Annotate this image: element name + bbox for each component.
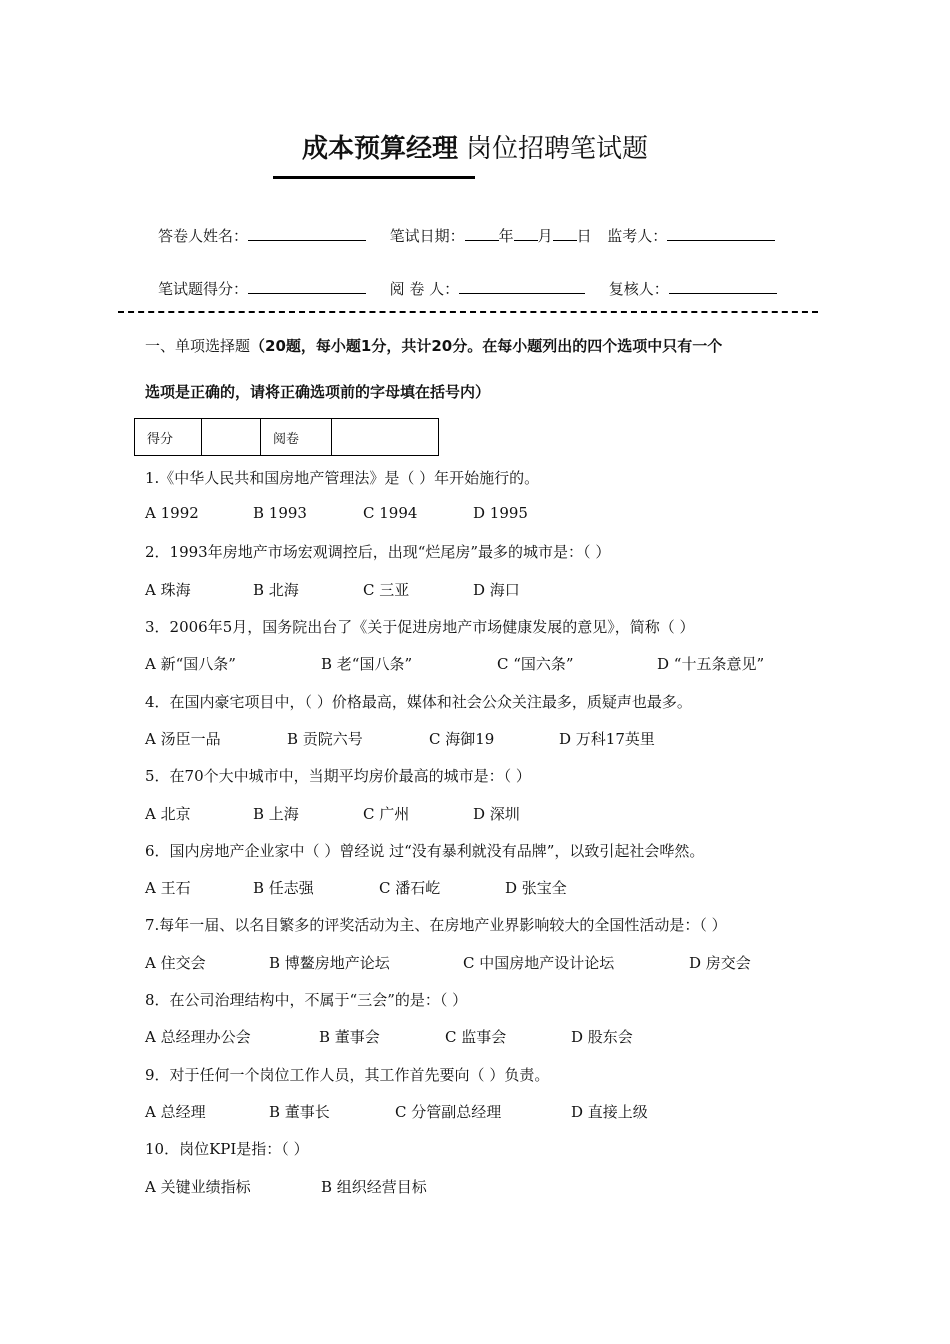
header-fields-row-2	[158, 277, 777, 299]
option-d[interactable]: D 股东会	[571, 1028, 633, 1046]
year-label: 年	[498, 227, 514, 245]
question-8: 8．在公司治理结构中，不属于“三会”的是：（ ）	[145, 991, 468, 1009]
title-position: 成本预算经理	[301, 134, 458, 164]
option-d[interactable]: D “十五条意见”	[657, 655, 765, 673]
option-d[interactable]: D 万科17英里	[559, 730, 655, 748]
question-6: 6．国内房地产企业家中（ ）曾经说 过“没有暴利就没有品牌”，以致引起社会哗然。	[145, 842, 705, 860]
proctor-field[interactable]	[667, 224, 775, 241]
proctor-label: 监考人：	[607, 227, 668, 245]
page-title	[0, 128, 950, 165]
option-d[interactable]: D 张宝全	[505, 879, 567, 897]
year-field[interactable]	[465, 224, 499, 241]
question-9: 9．对于任何一个岗位工作人员，其工作首先要向（ ）负责。	[145, 1066, 550, 1084]
option-a[interactable]: A 住交会	[145, 954, 206, 972]
question-5: 5．在70个大中城市中，当期平均房价最高的城市是：（ ）	[145, 767, 531, 785]
reviewer-field[interactable]	[459, 277, 585, 294]
score-field[interactable]	[248, 277, 366, 294]
option-c[interactable]: C 分管副总经理	[395, 1103, 502, 1121]
checker-label: 复核人：	[608, 280, 669, 298]
option-a[interactable]: A 1992	[145, 504, 199, 522]
name-field[interactable]	[248, 224, 366, 241]
option-c[interactable]: C 潘石屹	[379, 879, 441, 897]
grader-cell-label: 阅卷	[261, 419, 332, 456]
option-c[interactable]: C 三亚	[363, 581, 410, 599]
day-field[interactable]	[553, 224, 577, 241]
option-b[interactable]: B 任志强	[253, 879, 314, 897]
section-prefix: 一、单项选择题	[145, 337, 251, 355]
option-b[interactable]: B 组织经营目标	[321, 1178, 427, 1196]
question-1: 1.《中华人民共和国房地产管理法》是（ ）年开始施行的。	[145, 469, 540, 487]
option-b[interactable]: B 上海	[253, 805, 299, 823]
options-3	[145, 653, 764, 674]
option-c[interactable]: C 中国房地产设计论坛	[463, 954, 615, 972]
options-4	[145, 728, 655, 749]
option-d[interactable]: D 房交会	[689, 954, 751, 972]
option-b[interactable]: B 博鳌房地产论坛	[269, 954, 390, 972]
score-table	[134, 418, 439, 456]
score-cell-label: 得分	[135, 419, 202, 456]
day-label: 日	[576, 227, 592, 245]
month-field[interactable]	[514, 224, 538, 241]
option-d[interactable]: D 深圳	[473, 805, 520, 823]
option-a[interactable]: A 关键业绩指标	[145, 1178, 251, 1196]
section-instructions-2: 选项是正确的，请将正确选项前的字母填在括号内）	[145, 383, 491, 401]
title-underline	[273, 176, 475, 179]
options-9	[145, 1101, 648, 1122]
divider-dashed	[118, 311, 818, 313]
option-a[interactable]: A 新“国八条”	[145, 655, 236, 673]
option-b[interactable]: B 董事长	[269, 1103, 330, 1121]
title-subtitle: 岗位招聘笔试题	[466, 134, 649, 164]
option-b[interactable]: B 贡院六号	[287, 730, 363, 748]
option-c[interactable]: C 1994	[363, 504, 418, 522]
question-4: 4．在国内豪宅项目中，（ ）价格最高，媒体和社会公众关注最多，质疑声也最多。	[145, 693, 692, 711]
option-c[interactable]: C 广州	[363, 805, 410, 823]
options-7	[145, 952, 751, 973]
question-3: 3．2006年5月，国务院出台了《关于促进房地产市场健康发展的意见》，简称（ ）	[145, 618, 695, 636]
reviewer-label: 阅 卷 人：	[389, 280, 460, 298]
score-cell-value[interactable]	[202, 419, 261, 456]
option-a[interactable]: A 珠海	[145, 581, 191, 599]
option-d[interactable]: D 1995	[473, 504, 528, 522]
option-c[interactable]: C 监事会	[445, 1028, 507, 1046]
date-label: 笔试日期：	[389, 227, 465, 245]
grader-cell-value[interactable]	[332, 419, 439, 456]
checker-field[interactable]	[669, 277, 777, 294]
question-10: 10．岗位KPI是指：（ ）	[145, 1140, 309, 1158]
month-label: 月	[537, 227, 553, 245]
question-2: 2．1993年房地产市场宏观调控后，出现“烂尾房”最多的城市是：（ ）	[145, 543, 611, 561]
option-b[interactable]: B 1993	[253, 504, 307, 522]
options-8	[145, 1026, 633, 1047]
section-instructions-1: （20题，每小题1分，共计20分。在每小题列出的四个选项中只有一个	[250, 337, 723, 355]
options-5	[145, 803, 520, 824]
options-6	[145, 877, 567, 898]
option-c[interactable]: C “国六条”	[497, 655, 574, 673]
option-a[interactable]: A 王石	[145, 879, 191, 897]
options-10	[145, 1176, 427, 1197]
header-fields-row-1	[158, 224, 775, 246]
option-b[interactable]: B 董事会	[319, 1028, 380, 1046]
option-d[interactable]: D 海口	[473, 581, 520, 599]
option-d[interactable]: D 直接上级	[571, 1103, 648, 1121]
option-b[interactable]: B 北海	[253, 581, 299, 599]
options-2	[145, 579, 520, 600]
option-a[interactable]: A 北京	[145, 805, 191, 823]
option-a[interactable]: A 总经理	[145, 1103, 206, 1121]
name-label: 答卷人姓名：	[158, 227, 249, 245]
options-1	[145, 504, 528, 522]
option-a[interactable]: A 总经理办公会	[145, 1028, 251, 1046]
option-a[interactable]: A 汤臣一品	[145, 730, 221, 748]
score-label: 笔试题得分：	[158, 280, 249, 298]
option-c[interactable]: C 海御19	[429, 730, 495, 748]
section-heading-line-2	[145, 381, 490, 402]
section-heading-line-1	[145, 335, 722, 356]
option-b[interactable]: B 老“国八条”	[321, 655, 413, 673]
question-7: 7.每年一届、以名目繁多的评奖活动为主、在房地产业界影响较大的全国性活动是：（ ）	[145, 916, 727, 934]
